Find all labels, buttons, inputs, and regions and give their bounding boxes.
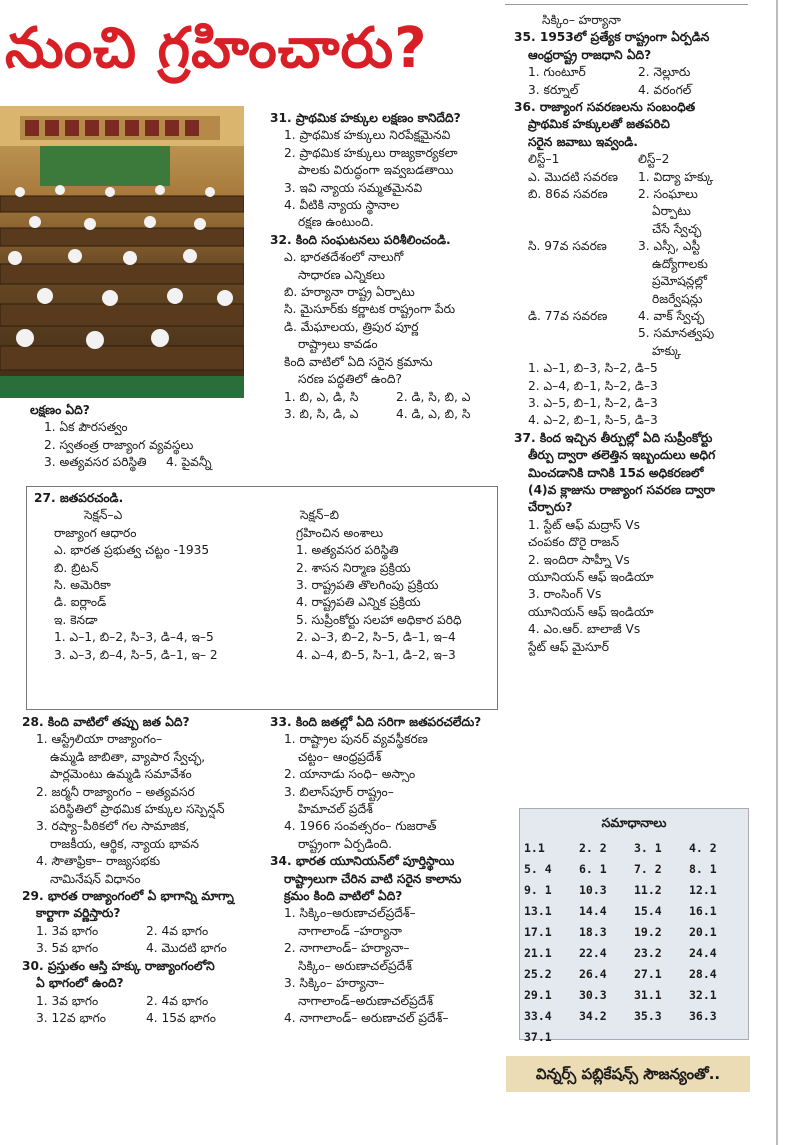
q36-b2-cont: ఏర్పాటు — [652, 204, 691, 219]
q35-opts-34 — [514, 82, 768, 99]
q37-opt: యూనియన్ ఆఫ్ ఇండియా — [528, 604, 654, 619]
answer-item: 37.1 — [524, 1030, 552, 1044]
answer-item: 9. 1 — [524, 883, 552, 897]
answer-item: 25.2 — [524, 967, 552, 981]
answer-item: 34.2 — [579, 1009, 607, 1023]
answer-item: 18.3 — [579, 925, 607, 939]
q32-line: కింది వాటిలో ఏది సరైన క్రమాను — [284, 354, 433, 369]
q37-opt: 1. స్టేట్ ఆఫ్ మద్రాస్ Vs — [528, 517, 640, 532]
q36-list-heads — [514, 151, 768, 168]
headline: నుంచి గ్రహించారు? — [5, 16, 428, 81]
q28-line: పరిస్థితిలో ప్రాథమిక హక్కుల సస్పెన్షన్ — [50, 802, 225, 817]
q32-line: సాధారణ ఎన్నికలు — [298, 267, 386, 282]
column-2-upper — [270, 110, 506, 423]
column-1-lower — [22, 714, 267, 1027]
answer-item: 11.2 — [634, 883, 662, 897]
answer-item: 20.1 — [689, 925, 717, 939]
q26-stem-end: లక్షణం ఏది? — [30, 403, 90, 417]
q32-opts-34 — [270, 406, 506, 423]
q34-line: 4. నాగాలాండ్– అరుణాచల్ ప్రదేశ్– — [284, 1010, 449, 1025]
q27-opt3: 3. ఎ–3, బి–4, సి–5, డి–1, ఇ– 2 — [54, 647, 218, 662]
q36-a1: ఎ. మొదటి సవరణ — [528, 169, 618, 184]
q37-opt: 2. ఇందిరా సాహ్నీ Vs — [528, 552, 630, 567]
q36-b2: 2. సంఘాలు — [638, 187, 698, 202]
answer-item: 2. 2 — [579, 841, 607, 855]
q26-opt1: 1. ఏక పౌరసత్వం — [44, 420, 128, 435]
q30-stem: 30. ప్రస్తుతం ఆస్తి హక్కు రాజ్యాంగంలోని — [22, 958, 215, 973]
q37-stem: చేర్చారు? — [528, 500, 573, 515]
q27-b1: 1. అత్యవసర పరిస్థితి — [296, 543, 399, 558]
q32-line: సి. మైసూర్‌కు కర్ణాటక రాష్ట్రంగా పేరు — [284, 302, 456, 317]
q27-subheaders — [34, 525, 494, 542]
q34-line: 2. నాగాలాండ్– హర్యానా– — [284, 941, 410, 956]
q27-sec-b-sub: గ్రహించిన అంశాలు — [296, 525, 384, 540]
q36-b3-cont: ఉద్యోగాలకు — [652, 256, 708, 271]
q28-stem: 28. కింది వాటిలో తప్పు జత ఏది? — [22, 715, 190, 729]
q37-opt: 3. రాంసింగ్ Vs — [528, 587, 602, 602]
q36-stem: ప్రాథమిక హక్కులతో జతపరిచి — [528, 117, 670, 132]
q27-opt4: 4. ఎ–4, బి–5, సి–1, డి–2, ఇ–3 — [296, 647, 456, 662]
q30-opts-34 — [22, 1010, 267, 1027]
q37-opt: 4. ఎం.ఆర్. బాలాజీ Vs — [528, 622, 641, 637]
q34-stem: రాష్ట్రాలుగా చేరిన వాటి సరైన కాలాను — [284, 871, 462, 886]
q32-line: రాష్ట్రాలు కావడం — [298, 337, 378, 352]
q34-line: 1. సిక్కిం–అరుణాచల్‌ప్రదేశ్– — [284, 906, 416, 921]
q27 — [34, 490, 494, 664]
answer-item: 14.4 — [579, 904, 607, 918]
q26-opt4: 4. పైవన్నీ — [166, 455, 212, 470]
q29-opt1: 1. 3వ భాగం — [36, 923, 99, 938]
q29-opts-34 — [22, 940, 267, 957]
q27-a4: డి. ఐర్లాండ్ — [54, 595, 107, 610]
q31-line: 3. ఇవి న్యాయ సమ్మతమైనవి — [284, 180, 423, 195]
answer-item: 3. 1 — [634, 841, 662, 855]
q27-a5: ఇ. కెనడా — [54, 612, 98, 627]
answer-item: 24.4 — [689, 946, 717, 960]
q29-stem: కార్టాగా వర్ణిస్తారు? — [36, 906, 121, 921]
q35-opt1: 1. గుంటూర్ — [528, 65, 586, 80]
q34-stem: 34. భారత యూనియన్‌లో పూర్తిస్థాయి — [270, 854, 455, 869]
answer-item: 21.1 — [524, 946, 552, 960]
q27-sec-a-head: సెక్షన్–ఎ — [84, 508, 123, 523]
q36-list1: లిస్ట్–1 — [528, 152, 560, 167]
answer-item: 22.4 — [579, 946, 607, 960]
q31-line: 4. వీటికి న్యాయ స్థానాల — [284, 198, 400, 213]
q35-opt2: 2. నెల్లూరు — [638, 65, 691, 80]
q37-stem: 37. కింద ఇచ్చిన తీర్పుల్లో ఏది సుప్రీంకోర్టు — [514, 430, 713, 445]
q34-line: 3. సిక్కిం– హర్యానా– — [284, 976, 385, 991]
q27-row — [34, 577, 494, 594]
q36-b3-cont: రిజర్వేషన్లు — [652, 291, 703, 306]
q33-line: చట్టం– ఆంధ్రప్రదేశ్ — [298, 749, 382, 764]
answer-item: 32.1 — [689, 988, 717, 1002]
q32-opt4: 4. డి, ఎ, బి, సి — [396, 406, 471, 421]
top-rule — [505, 4, 748, 5]
q33-stem: 33. కింది జతల్లో ఏది సరిగా జతపరచలేదు? — [270, 715, 482, 729]
answer-item: 5. 4 — [524, 862, 552, 876]
q27-sec-a-sub: రాజ్యాంగ ఆధారం — [54, 525, 137, 540]
q27-opt1: 1. ఎ–1, బి–2, సి–3, డి–4, ఇ–5 — [54, 630, 214, 645]
answer-item: 7. 2 — [634, 862, 662, 876]
answer-item: 16.1 — [689, 904, 717, 918]
q32-line: ఎ. భారతదేశంలో నాలుగో — [284, 250, 404, 265]
q36-opt3: 3. ఎ–5, బి–1, సి–2, డి–3 — [528, 395, 658, 410]
answer-item: 19.2 — [634, 925, 662, 939]
answer-item: 6. 1 — [579, 862, 607, 876]
q37-stem: (4)వ క్లాజును రాజ్యాంగ సవరణ ద్వారా — [528, 482, 715, 497]
q33-line: హిమాచల్ ప్రదేశ్ — [298, 802, 373, 817]
q37-opt: యూనియన్ ఆఫ్ ఇండియా — [528, 570, 654, 584]
q29-opt3: 3. 5వ భాగం — [36, 941, 99, 956]
q27-a1: ఎ. భారత ప్రభుత్వ చట్టం -1935 — [54, 543, 210, 558]
q27-b2: 2. శాసన నిర్మాణ ప్రక్రియ — [296, 560, 411, 575]
q27-headers — [34, 507, 494, 524]
q36-opt4: 4. ఎ–2, బి–1, సి–5, డి–3 — [528, 413, 658, 428]
q29-opts-12 — [22, 923, 267, 940]
q28-line: రాజకీయ, ఆర్థిక, న్యాయ భావన — [50, 836, 199, 851]
q36-b5-cont: హక్కు — [652, 343, 681, 358]
q32-line: సరణ పద్ధతిలో ఉంది? — [298, 372, 402, 387]
q29-stem: 29. భారత రాజ్యాంగంలో ఏ భాగాన్ని మాగ్నా — [22, 889, 234, 904]
q33-line: 4. 1966 సంవత్సరం– గుజరాత్ — [284, 819, 437, 834]
q27-row — [34, 560, 494, 577]
answer-item: 12.1 — [689, 883, 717, 897]
q37-stem: మించడానికి దానికి 15వ అధికరణలో — [528, 465, 704, 480]
q36-b3-cont: ప్రమోషన్లల్లో — [652, 274, 707, 289]
q36-opt2: 2. ఎ–4, బి–1, సి–2, డి–3 — [528, 378, 658, 393]
q26-opt2: 2. స్వతంత్ర రాజ్యాంగ వ్యవస్థలు — [44, 437, 194, 452]
answers-box — [519, 808, 749, 1044]
q36-stem: సరైన జవాబు ఇవ్వండి. — [528, 134, 638, 149]
answer-item: 15.4 — [634, 904, 662, 918]
q32-stem: 32. కింది సంఘటనలు పరిశీలించండి. — [270, 232, 451, 247]
q29-opt4: 4. మొదటి భాగం — [146, 941, 227, 956]
answer-item: 36.3 — [689, 1009, 717, 1023]
q27-row — [34, 542, 494, 559]
q36-b3: 3. ఎస్సీ, ఎస్టీ — [638, 239, 701, 254]
q36-stem: 36. రాజ్యాంగ సవరణలను సంబంధిత — [514, 100, 696, 115]
q28-line: పార్లమెంటు ఉమ్మడి సమావేశం — [50, 767, 192, 782]
q36-a4: డి. 77వ సవరణ — [528, 308, 608, 323]
q28-line: 3. రష్యా–పీఠికలో గల సామాజిక, — [36, 819, 190, 834]
answers-title: సమాధానాలు — [601, 815, 667, 830]
q33-line: 3. బిలాస్‌పూర్ రాష్ట్రం– — [284, 784, 394, 799]
q36-row — [514, 238, 768, 255]
answer-item: 26.4 — [579, 967, 607, 981]
q27-row — [34, 594, 494, 611]
q36-row — [514, 308, 768, 325]
q29-opt2: 2. 4వ భాగం — [146, 923, 209, 938]
q35-opts-12 — [514, 64, 768, 81]
q27-sec-b-head: సెక్షన్–బి — [300, 508, 339, 523]
q30-opt3: 3. 12వ భాగం — [36, 1010, 106, 1025]
q28-line: 1. ఆస్ట్రేలియా రాజ్యాంగం– — [36, 732, 163, 747]
answer-item: 31.1 — [634, 988, 662, 1002]
q32-line: డి. మేఘాలయ, త్రిపుర పూర్ణ — [284, 319, 419, 334]
q32-opt1: 1. బి, ఎ, డి, సి — [284, 389, 359, 404]
q36-a2: బి. 86వ సవరణ — [528, 187, 608, 202]
q27-title: 27. జతపరచండి. — [34, 491, 124, 505]
answer-item: 4. 2 — [689, 841, 717, 855]
q26-opt3: 3. అత్యవసర పరిస్థితి — [44, 455, 147, 470]
answer-item: 10.3 — [579, 883, 607, 897]
q34-continuation: సిక్కిం– హర్యానా — [542, 13, 621, 27]
q28-line: 4. సౌతాఫ్రికా– రాజ్యసభకు — [36, 854, 161, 869]
q36-opt1: 1. ఎ–1, బి–3, సి–2, డి–5 — [528, 361, 658, 376]
q27-opt2: 2. ఎ–3, బి–2, సి–5, డి–1, ఇ–4 — [296, 630, 456, 645]
answer-item: 23.2 — [634, 946, 662, 960]
q32-opts-12 — [270, 389, 506, 406]
answer-item: 1.1 — [524, 841, 545, 855]
q28-line: ఉమ్మడి జాబితా, వ్యాపార స్వేచ్ఛ, — [50, 749, 206, 764]
answer-item: 28.4 — [689, 967, 717, 981]
column-3 — [514, 12, 768, 656]
q36-b2-cont: చేసే స్వేచ్ఛ — [652, 221, 702, 236]
q34-line: నాగాలాండ్–అరుణాచల్‌ప్రదేశ్ — [298, 993, 434, 1008]
q26-opts-34 — [30, 454, 270, 471]
q36-b1: 1. విద్యా హక్కు — [638, 169, 714, 184]
q33-line: 1. రాష్ట్రాల పునర్ వ్యవస్థీకరణ — [284, 732, 428, 747]
q35-opt3: 3. కర్నూల్ — [528, 82, 579, 97]
q30-opt4: 4. 15వ భాగం — [146, 1010, 216, 1025]
q27-a3: సి. అమెరికా — [54, 578, 111, 593]
column-2-lower — [270, 714, 506, 1027]
q27-b4: 4. రాష్ట్రపతి ఎన్నిక ప్రక్రియ — [296, 595, 421, 610]
q27-b5: 5. సుప్రీంకోర్టు సలహా అధికార పరిధి — [296, 612, 462, 627]
assembly-photo — [0, 106, 244, 398]
q27-opts-12 — [34, 629, 494, 646]
q30-opt2: 2. 4వ భాగం — [146, 993, 209, 1008]
q35-stem: ఆంధ్రరాష్ట్ర రాజధాని ఏది? — [528, 47, 652, 62]
q26-tail — [30, 402, 270, 472]
page-edge-rule — [776, 0, 778, 1145]
answer-item: 27.1 — [634, 967, 662, 981]
answer-item: 8. 1 — [689, 862, 717, 876]
q31-line: రక్షణ ఉంటుంది. — [298, 215, 374, 230]
q30-stem: ఏ భాగంలో ఉంది? — [36, 976, 124, 991]
q36-row — [514, 186, 768, 203]
answers-grid — [520, 834, 748, 1048]
answer-item: 33.4 — [524, 1009, 552, 1023]
q37-stem: తీర్పు ద్వారా తలెత్తిన ఇబ్బందులు అధిగ — [528, 448, 716, 463]
q36-a3: సి. 97వ సవరణ — [528, 239, 607, 254]
q28-line: నామినేషన్ విధానం — [50, 871, 141, 886]
q28-line: 2. జర్మనీ రాజ్యాంగం – అత్యవసర — [36, 784, 195, 799]
q32-opt3: 3. బి, సి, డి, ఎ — [284, 406, 359, 421]
q31-stem: 31. ప్రాథమిక హక్కుల లక్షణం కానిదేది? — [270, 111, 461, 125]
q36-row — [514, 169, 768, 186]
q27-opts-34 — [34, 647, 494, 664]
q27-b3: 3. రాష్ట్రపతి తొలగింపు ప్రక్రియ — [296, 578, 439, 593]
answer-item: 35.3 — [634, 1009, 662, 1023]
q36-list2: లిస్ట్–2 — [638, 152, 670, 167]
answer-item: 29.1 — [524, 988, 552, 1002]
q37-opt: స్టేట్ ఆఫ్ మైసూర్ — [528, 639, 609, 654]
q37-opt: చంపకం దొరై రాజన్ — [528, 535, 620, 550]
answer-item: 13.1 — [524, 904, 552, 918]
q35-opt4: 4. వరంగల్ — [638, 82, 692, 97]
publisher-credit: విన్నర్స్ పబ్లికేషన్స్ సౌజన్యంతో.. — [506, 1056, 750, 1092]
q31-line: పాలకు విరుద్ధంగా ఇవ్వబడతాయి — [298, 163, 454, 178]
q36-b5: 5. సమానత్వపు — [638, 326, 715, 341]
q30-opt1: 1. 3వ భాగం — [36, 993, 99, 1008]
q27-row — [34, 612, 494, 629]
q30-opts-12 — [22, 993, 267, 1010]
q34-line: సిక్కిం– అరుణాచల్‌ప్రదేశ్ — [298, 958, 412, 973]
q32-opt2: 2. డి, సి, బి, ఎ — [396, 389, 471, 404]
q32-line: బి. హర్యానా రాష్ట్ర ఏర్పాటు — [284, 285, 415, 300]
q33-line: 2. యానాడు సంధి– అస్సాం — [284, 767, 416, 782]
q35-stem: 35. 1953లో ప్రత్యేక రాష్ట్రంగా ఏర్పడిన — [514, 30, 710, 45]
q31-line: 1. ప్రాథమిక హక్కులు నిరపేక్షమైనవి — [284, 128, 451, 143]
q27-a2: బి. బ్రిటన్ — [54, 560, 99, 575]
q34-line: నాగాలాండ్ –హర్యానా — [298, 923, 402, 938]
q31-line: 2. ప్రాథమిక హక్కులు రాజ్యకార్యకలా — [284, 145, 458, 160]
q33-line: రాష్ట్రంగా ఏర్పడింది. — [298, 836, 393, 851]
q34-stem: క్రమం కింది వాటిలో ఏది? — [284, 889, 403, 904]
q36-b4: 4. వాక్ స్వేచ్ఛ — [638, 308, 705, 323]
answer-item: 17.1 — [524, 925, 552, 939]
answer-item: 30.3 — [579, 988, 607, 1002]
